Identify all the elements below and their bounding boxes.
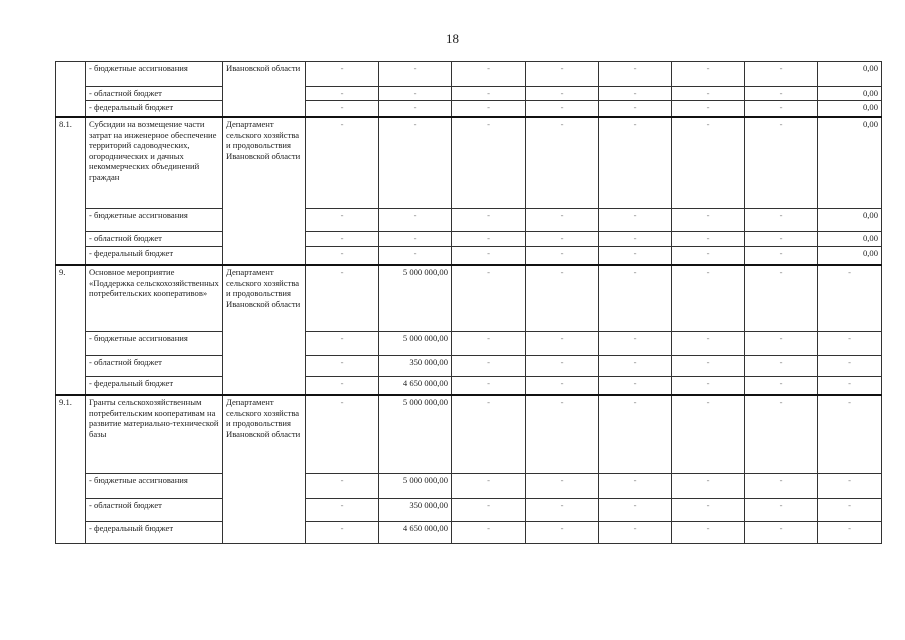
value-cell: -	[599, 395, 672, 473]
value-cell: -	[672, 331, 745, 355]
value-cell: -	[818, 265, 882, 331]
table-row	[56, 355, 882, 376]
value-cell: -	[379, 87, 452, 101]
value-cell: 350 000,00	[379, 498, 452, 521]
row-number: 9.1.	[56, 395, 86, 543]
value-cell: -	[306, 473, 379, 498]
table-row	[56, 208, 882, 231]
value-cell: -	[306, 208, 379, 231]
row-number: 8.1.	[56, 117, 86, 265]
executor: Ивановской области	[223, 62, 306, 118]
value-cell: -	[745, 395, 818, 473]
value-cell: 5 000 000,00	[379, 265, 452, 331]
value-cell: -	[452, 87, 526, 101]
value-cell: -	[672, 208, 745, 231]
executor: Департамент сельского хозяйства и продовольствия Ивановской области	[223, 395, 306, 543]
value-cell: -	[672, 87, 745, 101]
value-cell: -	[599, 87, 672, 101]
row-number: 9.	[56, 265, 86, 395]
value-cell: 4 650 000,00	[379, 376, 452, 395]
value-cell: -	[306, 331, 379, 355]
value-cell: -	[745, 100, 818, 117]
value-cell: -	[745, 117, 818, 208]
executor: Департамент сельского хозяйства и продовольствия Ивановской области	[223, 265, 306, 395]
value-cell: -	[526, 100, 599, 117]
value-cell: -	[672, 395, 745, 473]
value-cell: -	[745, 521, 818, 543]
value-cell: -	[672, 355, 745, 376]
value-cell: -	[599, 100, 672, 117]
value-cell: 0,00	[818, 62, 882, 87]
value-cell: -	[745, 208, 818, 231]
value-cell: -	[818, 331, 882, 355]
activity-title: Гранты сельскохозяйственным потребительским кооперативам на развитие материально-технической базы	[86, 395, 223, 473]
value-cell: -	[306, 117, 379, 208]
value-cell: 0,00	[818, 208, 882, 231]
value-cell: -	[599, 265, 672, 331]
value-cell: -	[745, 355, 818, 376]
value-cell: -	[599, 498, 672, 521]
value-cell: -	[379, 208, 452, 231]
value-cell: 0,00	[818, 117, 882, 208]
value-cell: -	[599, 521, 672, 543]
value-cell: -	[306, 246, 379, 265]
value-cell: -	[672, 265, 745, 331]
table-row	[56, 117, 882, 208]
value-cell: -	[818, 355, 882, 376]
value-cell: -	[526, 521, 599, 543]
value-cell: -	[745, 62, 818, 87]
value-cell: -	[452, 498, 526, 521]
value-cell: -	[379, 62, 452, 87]
row-number	[56, 62, 86, 118]
funding-source-label: - областной бюджет	[86, 87, 223, 101]
value-cell: -	[452, 117, 526, 208]
value-cell: -	[452, 395, 526, 473]
page-number: 18	[446, 31, 459, 46]
funding-source-label: - бюджетные ассигнования	[86, 331, 223, 355]
value-cell: -	[745, 376, 818, 395]
value-cell: -	[526, 87, 599, 101]
value-cell: -	[599, 117, 672, 208]
value-cell: 350 000,00	[379, 355, 452, 376]
value-cell: -	[745, 331, 818, 355]
funding-source-label: - федеральный бюджет	[86, 376, 223, 395]
value-cell: -	[526, 246, 599, 265]
value-cell: -	[452, 355, 526, 376]
value-cell: -	[818, 498, 882, 521]
value-cell: -	[599, 62, 672, 87]
value-cell: -	[452, 208, 526, 231]
value-cell: -	[599, 473, 672, 498]
value-cell: -	[599, 208, 672, 231]
activity-title: Основное мероприятие «Поддержка сельскохозяйственных потребительских кооперативов»	[86, 265, 223, 331]
value-cell: -	[306, 87, 379, 101]
funding-source-label: - федеральный бюджет	[86, 521, 223, 543]
value-cell: -	[526, 395, 599, 473]
value-cell: -	[599, 331, 672, 355]
value-cell: -	[452, 231, 526, 246]
value-cell: 4 650 000,00	[379, 521, 452, 543]
value-cell: -	[306, 521, 379, 543]
table-row	[56, 521, 882, 543]
table-row	[56, 265, 882, 331]
value-cell: -	[672, 376, 745, 395]
value-cell: -	[599, 355, 672, 376]
value-cell: -	[672, 100, 745, 117]
value-cell: -	[452, 331, 526, 355]
funding-source-label: - федеральный бюджет	[86, 100, 223, 117]
value-cell: -	[672, 473, 745, 498]
value-cell: -	[672, 62, 745, 87]
value-cell: -	[526, 473, 599, 498]
value-cell: -	[452, 473, 526, 498]
value-cell: 0,00	[818, 87, 882, 101]
value-cell: -	[818, 473, 882, 498]
value-cell: -	[745, 87, 818, 101]
value-cell: -	[745, 246, 818, 265]
funding-source-label: - областной бюджет	[86, 498, 223, 521]
value-cell: -	[306, 376, 379, 395]
value-cell: -	[745, 231, 818, 246]
table-row	[56, 231, 882, 246]
value-cell: -	[526, 331, 599, 355]
value-cell: -	[306, 100, 379, 117]
value-cell: -	[379, 100, 452, 117]
value-cell: -	[452, 376, 526, 395]
value-cell: -	[672, 231, 745, 246]
value-cell: 5 000 000,00	[379, 331, 452, 355]
value-cell: -	[452, 62, 526, 87]
value-cell: -	[306, 231, 379, 246]
value-cell: -	[306, 498, 379, 521]
budget-table	[55, 61, 882, 544]
value-cell: -	[745, 498, 818, 521]
value-cell: -	[452, 521, 526, 543]
table-row	[56, 473, 882, 498]
value-cell: -	[526, 498, 599, 521]
value-cell: -	[306, 355, 379, 376]
table-row	[56, 87, 882, 101]
value-cell: -	[599, 231, 672, 246]
value-cell: -	[818, 395, 882, 473]
activity-title: Субсидии на возмещение части затрат на инженерное обеспечение территорий садоводческих, огороднических и дачных некоммерческих объединений граждан	[86, 117, 223, 208]
value-cell: -	[672, 117, 745, 208]
value-cell: -	[306, 265, 379, 331]
value-cell: -	[672, 521, 745, 543]
value-cell: -	[745, 473, 818, 498]
value-cell: -	[452, 100, 526, 117]
table-row	[56, 100, 882, 117]
table-row	[56, 395, 882, 473]
value-cell: -	[745, 265, 818, 331]
value-cell: -	[526, 62, 599, 87]
value-cell: -	[526, 117, 599, 208]
value-cell: 0,00	[818, 246, 882, 265]
value-cell: -	[526, 376, 599, 395]
funding-source-label: - областной бюджет	[86, 231, 223, 246]
value-cell: -	[526, 208, 599, 231]
value-cell: -	[379, 231, 452, 246]
funding-source-label: - областной бюджет	[86, 355, 223, 376]
value-cell: 5 000 000,00	[379, 473, 452, 498]
value-cell: -	[672, 246, 745, 265]
executor: Департамент сельского хозяйства и продовольствия Ивановской области	[223, 117, 306, 265]
table-row	[56, 62, 882, 87]
funding-source-label: - бюджетные ассигнования	[86, 208, 223, 231]
value-cell: -	[452, 246, 526, 265]
value-cell: 0,00	[818, 231, 882, 246]
value-cell: -	[452, 265, 526, 331]
value-cell: -	[818, 376, 882, 395]
value-cell: -	[526, 355, 599, 376]
value-cell: -	[599, 376, 672, 395]
table-row	[56, 246, 882, 265]
value-cell: -	[599, 246, 672, 265]
table-row	[56, 498, 882, 521]
value-cell: 0,00	[818, 100, 882, 117]
value-cell: -	[379, 246, 452, 265]
table-row	[56, 376, 882, 395]
value-cell: -	[672, 498, 745, 521]
value-cell: -	[818, 521, 882, 543]
value-cell: -	[306, 395, 379, 473]
table-row	[56, 331, 882, 355]
value-cell: -	[379, 117, 452, 208]
value-cell: 5 000 000,00	[379, 395, 452, 473]
funding-source-label: - бюджетные ассигнования	[86, 62, 223, 87]
funding-source-label: - бюджетные ассигнования	[86, 473, 223, 498]
value-cell: -	[526, 231, 599, 246]
value-cell: -	[306, 62, 379, 87]
value-cell: -	[526, 265, 599, 331]
funding-source-label: - федеральный бюджет	[86, 246, 223, 265]
